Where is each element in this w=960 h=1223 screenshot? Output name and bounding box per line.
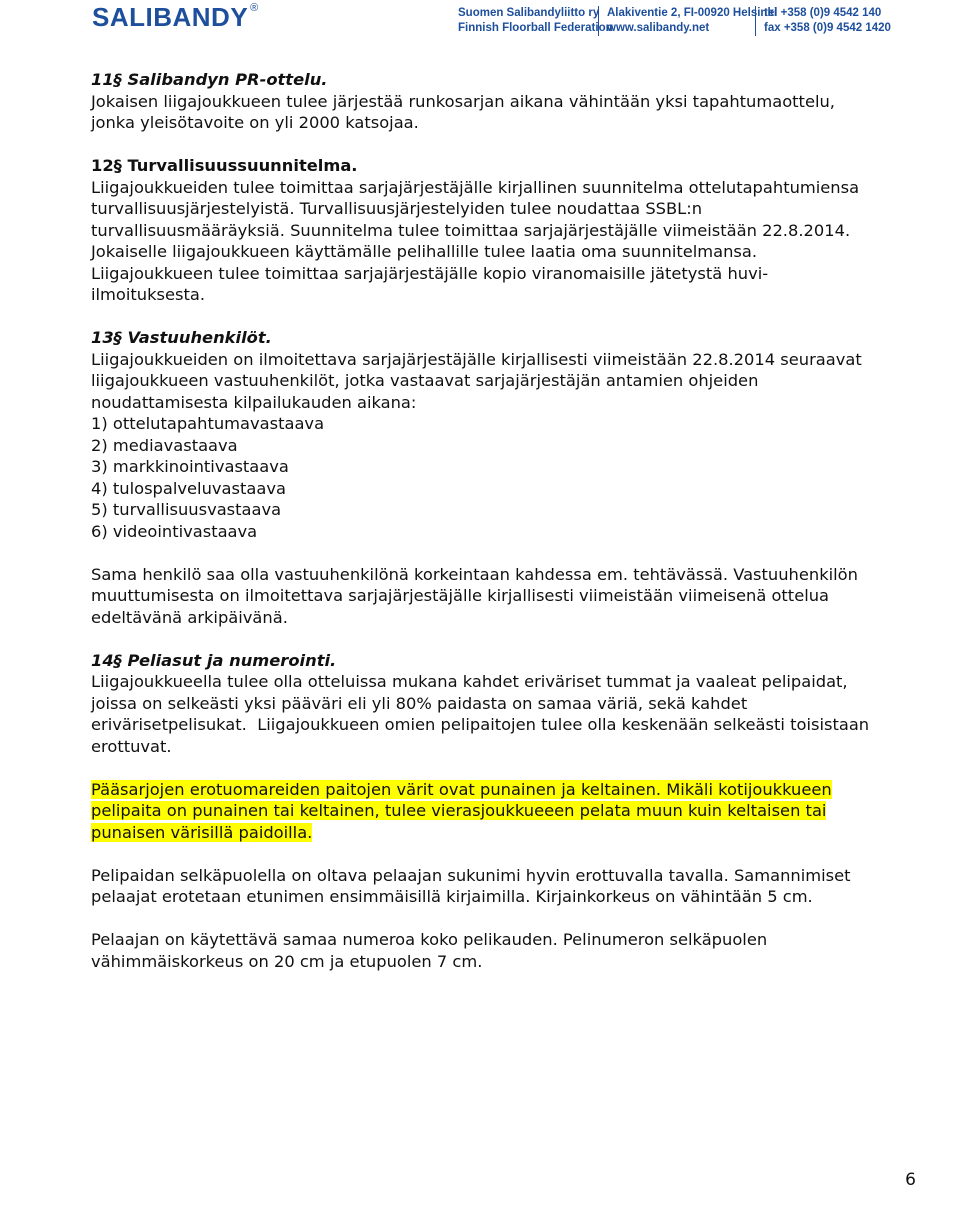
section-14-paragraph-1 bbox=[91, 671, 871, 757]
telephone: tel +358 (0)9 4542 140 bbox=[764, 7, 882, 19]
list-item: 4) tulospalveluvastaava bbox=[91, 478, 286, 498]
section-14 bbox=[91, 650, 871, 973]
org-address bbox=[598, 6, 777, 36]
section-14-title: 14§ Peliasut ja numerointi. bbox=[91, 650, 337, 670]
list-item: 2) mediavastaava bbox=[91, 435, 238, 455]
org-contact bbox=[755, 6, 891, 36]
section-13-intro: Liigajoukkueiden on ilmoitettava sarjajärjestäjälle kirjallisesti viimeistään 22.8.2014 seuraavat liigajoukkueen vastuuhenkilöt, jotka vastaavat sarjajärjestäjän antamien ohjeiden noudattamisesta kilpailukauden aikana: bbox=[91, 349, 862, 412]
letterhead bbox=[0, 0, 960, 44]
section-12-title: 12§ Turvallisuussuunnitelma. bbox=[91, 156, 358, 175]
list-item: 1) ottelutapahtumavastaava bbox=[91, 414, 325, 433]
section-13 bbox=[91, 327, 871, 628]
list-item: 5) turvallisuusvastaava bbox=[91, 500, 282, 519]
highlighted-paragraph bbox=[91, 779, 871, 844]
responsible-persons-list bbox=[91, 413, 871, 542]
section-14-paragraph-3: Pelaajan on käytettävä samaa numeroa koko pelikauden. Pelinumeron selkäpuolen vähimmäiskorkeus on 20 cm ja etupuolen 7 cm. bbox=[91, 930, 768, 971]
document-body bbox=[91, 69, 871, 972]
org-name-fi: Suomen Salibandyliitto ry bbox=[458, 7, 600, 19]
list-item: 3) markkinointivastaava bbox=[91, 457, 289, 476]
org-names bbox=[458, 6, 613, 36]
address: Alakiventie 2, FI-00920 Helsinki bbox=[607, 7, 778, 19]
section-12 bbox=[91, 155, 871, 306]
section-11-body: Jokaisen liigajoukkueen tulee järjestää runkosarjan aikana vähintään yksi tapahtumaottelu, jonka yleisötavoite on yli 2000 katsojaa. bbox=[91, 91, 835, 132]
section-14-p1a: Liigajoukkueella tulee olla otteluissa mukana kahdet eriväriset tummat ja vaaleat pelipaidat, joissa on selkeästi yksi pääväri eli yli 80% paidasta on samaa väriä, sekä kahdet erivärisetpelisukat. bbox=[91, 672, 848, 734]
section-13-title: 13§ Vastuuhenkilöt. bbox=[91, 328, 272, 347]
org-name-en: Finnish Floorball Federation bbox=[458, 22, 613, 34]
logo-text: SALIBANDY bbox=[92, 2, 249, 32]
section-12-body: Liigajoukkueiden tulee toimittaa sarjajärjestäjälle kirjallinen suunnitelma ottelutapahtumiensa turvallisuusjärjestelyistä. Turvallisuusjärjestelyiden tulee noudattaa SSBL:n turvallisuusmääräyksiä. Suunnitelma tulee toimittaa sarjajärjestäjälle viimeistään 22.8.2014. Jokaiselle liigajoukkueen käyttämälle pelihallille tulee laatia oma suunnitelmansa. Liigajoukkueen tulee toimittaa sarjajärjestäjälle kopio viranomaisille jätetystä huvi-ilmoituksesta. bbox=[91, 177, 860, 304]
list-item: 6) videointivastaava bbox=[91, 521, 258, 541]
highlight-text: Pääsarjojen erotuomareiden paitojen värit ovat punainen ja keltainen. Mikäli kotijoukkueen pelipaita on punainen tai keltainen, tulee vierasjoukkueeen pelata muun kuin keltaisen tai punaisen värisillä paidoilla. bbox=[91, 779, 832, 842]
salibandy-logo bbox=[92, 2, 259, 33]
section-11 bbox=[91, 69, 871, 134]
section-11-title: 11§ Salibandyn PR-ottelu. bbox=[91, 70, 328, 89]
registered-mark: ® bbox=[250, 2, 259, 14]
fax: fax +358 (0)9 4542 1420 bbox=[764, 22, 891, 34]
section-14-paragraph-2: Pelipaidan selkäpuolella on oltava pelaajan sukunimi hyvin erottuvalla tavalla. Samannimiset pelaajat erotetaan etunimen ensimmäisillä kirjaimilla. Kirjainkorkeus on vähintään 5 cm. bbox=[91, 865, 851, 906]
section-13-note: Sama henkilö saa olla vastuuhenkilönä korkeintaan kahdessa em. tehtävässä. Vastuuhenkilön muuttumisesta on ilmoitettava sarjajärjestäjälle kirjallisesti viimeistään viimeisenä ottelua edeltävänä arkipäivänä. bbox=[91, 564, 858, 627]
section-14-p1b: Liigajoukkueen omien pelipaitojen tulee olla keskenään selkeästi toisistaan erottuvat. bbox=[91, 715, 870, 756]
website: www.salibandy.net bbox=[607, 22, 710, 34]
page-number: 6 bbox=[905, 1170, 916, 1190]
